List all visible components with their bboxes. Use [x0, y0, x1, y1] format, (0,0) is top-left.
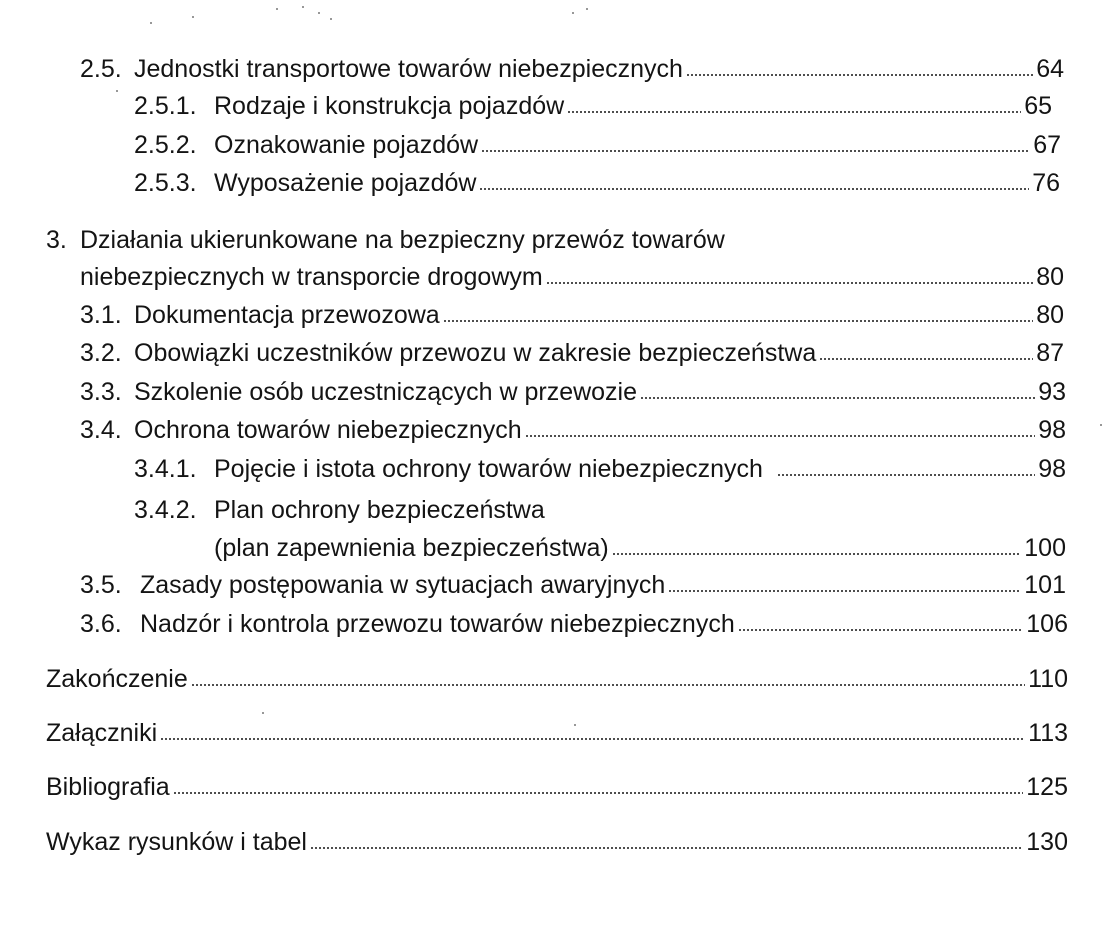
toc-entry-label-continuation: niebezpiecznych w transporcie drogowym — [80, 263, 543, 291]
toc-entry-label: Szkolenie osób uczestniczących w przewozie — [134, 378, 638, 406]
toc-entry-page: 93 — [1038, 378, 1066, 406]
dot-leader — [686, 72, 1033, 78]
dot-leader — [443, 318, 1033, 324]
toc-entry-page: 125 — [1026, 773, 1068, 801]
toc-entry-3-3 — [80, 373, 1066, 407]
dot-leader — [668, 588, 1021, 594]
toc-entry-number: 2.5.3. — [134, 169, 197, 197]
toc-entry-3-4-2 — [134, 491, 934, 525]
toc-entry-label: Zasady postępowania w sytuacjach awaryjnych — [140, 571, 666, 599]
dot-leader — [160, 736, 1025, 742]
toc-entry-label: Pojęcie i istota ochrony towarów niebezpiecznych — [214, 455, 763, 483]
toc-entry-number: 3. — [46, 226, 67, 254]
dot-leader — [777, 472, 1035, 478]
toc-entry-number: 2.5.2. — [134, 131, 197, 159]
toc-entry-2-5-2 — [134, 126, 1061, 160]
toc-entry-page: 80 — [1036, 301, 1064, 329]
toc-entry-label: Rodzaje i konstrukcja pojazdów — [214, 92, 565, 120]
toc-entry-page: 67 — [1033, 131, 1061, 159]
toc-entry-page: 101 — [1024, 571, 1066, 599]
toc-entry-wykaz — [46, 823, 1068, 857]
toc-entry-page: 130 — [1026, 828, 1068, 856]
toc-entry-label: Oznakowanie pojazdów — [214, 131, 479, 159]
dot-leader — [310, 845, 1023, 851]
toc-entry-label: Dokumentacja przewozowa — [134, 301, 440, 329]
toc-entry-number: 3.4.2. — [134, 496, 197, 524]
toc-entry-3-continuation — [80, 258, 1064, 292]
toc-entry-2-5 — [80, 50, 1064, 84]
toc-entry-label: Nadzór i kontrola przewozu towarów niebezpiecznych — [140, 610, 735, 638]
toc-entry-number: 2.5.1. — [134, 92, 197, 120]
toc-entry-zalaczniki — [46, 714, 1068, 748]
toc-entry-page: 76 — [1032, 169, 1060, 197]
dot-leader — [481, 148, 1030, 154]
toc-entry-3-4 — [80, 411, 1066, 445]
toc-entry-page: 64 — [1036, 55, 1064, 83]
toc-entry-number: 3.1. — [80, 301, 122, 329]
toc-entry-number: 3.2. — [80, 339, 122, 367]
dot-leader — [546, 280, 1033, 286]
dot-leader — [612, 551, 1022, 557]
toc-entry-page: 110 — [1028, 665, 1068, 693]
toc-entry-3-4-1 — [134, 450, 1066, 484]
toc-entry-number: 3.4.1. — [134, 455, 197, 483]
toc-entry-2-5-3 — [134, 164, 1060, 198]
dot-leader — [173, 790, 1024, 796]
toc-entry-label: Obowiązki uczestników przewozu w zakresie bezpieczeństwa — [134, 339, 817, 367]
toc-entry-label-continuation: (plan zapewnienia bezpieczeństwa) — [214, 534, 609, 562]
toc-entry-bibliografia — [46, 768, 1068, 802]
toc-entry-3-4-2-continuation — [214, 529, 1066, 563]
toc-entry-number: 3.5. — [80, 571, 122, 599]
toc-entry-3-6 — [80, 605, 1068, 639]
toc-entry-3-1 — [80, 296, 1064, 330]
toc-entry-page: 98 — [1038, 416, 1066, 444]
toc-entry-label: Zakończenie — [46, 665, 188, 693]
toc-entry-label: Jednostki transportowe towarów niebezpiecznych — [134, 55, 683, 83]
toc-entry-page: 106 — [1026, 610, 1068, 638]
dot-leader — [191, 682, 1025, 688]
dot-leader — [738, 627, 1024, 633]
dot-leader — [640, 395, 1035, 401]
toc-entry-label: Ochrona towarów niebezpiecznych — [134, 416, 522, 444]
toc-entry-zakonczenie — [46, 660, 1068, 694]
toc-entry-page: 65 — [1024, 92, 1052, 120]
toc-entry-2-5-1 — [134, 87, 1052, 121]
toc-entry-label: Bibliografia — [46, 773, 170, 801]
toc-entry-3-2 — [80, 334, 1064, 368]
toc-entry-page: 98 — [1038, 455, 1066, 483]
toc-entry-number: 2.5. — [80, 55, 122, 83]
toc-entry-label: Wykaz rysunków i tabel — [46, 828, 307, 856]
dot-leader — [819, 356, 1033, 362]
toc-entry-label: Wyposażenie pojazdów — [214, 169, 477, 197]
dot-leader — [479, 186, 1029, 192]
toc-entry-page: 80 — [1036, 263, 1064, 291]
dot-leader — [567, 109, 1021, 115]
toc-entry-number: 3.3. — [80, 378, 122, 406]
toc-entry-label: Działania ukierunkowane na bezpieczny przewóz towarów — [80, 226, 725, 254]
toc-entry-page: 100 — [1024, 534, 1066, 562]
toc-entry-number: 3.4. — [80, 416, 122, 444]
toc-entry-label: Plan ochrony bezpieczeństwa — [214, 496, 545, 524]
toc-entry-page: 113 — [1028, 719, 1068, 747]
toc-entry-3-5 — [80, 566, 1066, 600]
toc-entry-number: 3.6. — [80, 610, 122, 638]
toc-entry-3 — [46, 221, 946, 255]
dot-leader — [525, 433, 1035, 439]
toc-entry-page: 87 — [1036, 339, 1064, 367]
toc-entry-label: Załączniki — [46, 719, 158, 747]
